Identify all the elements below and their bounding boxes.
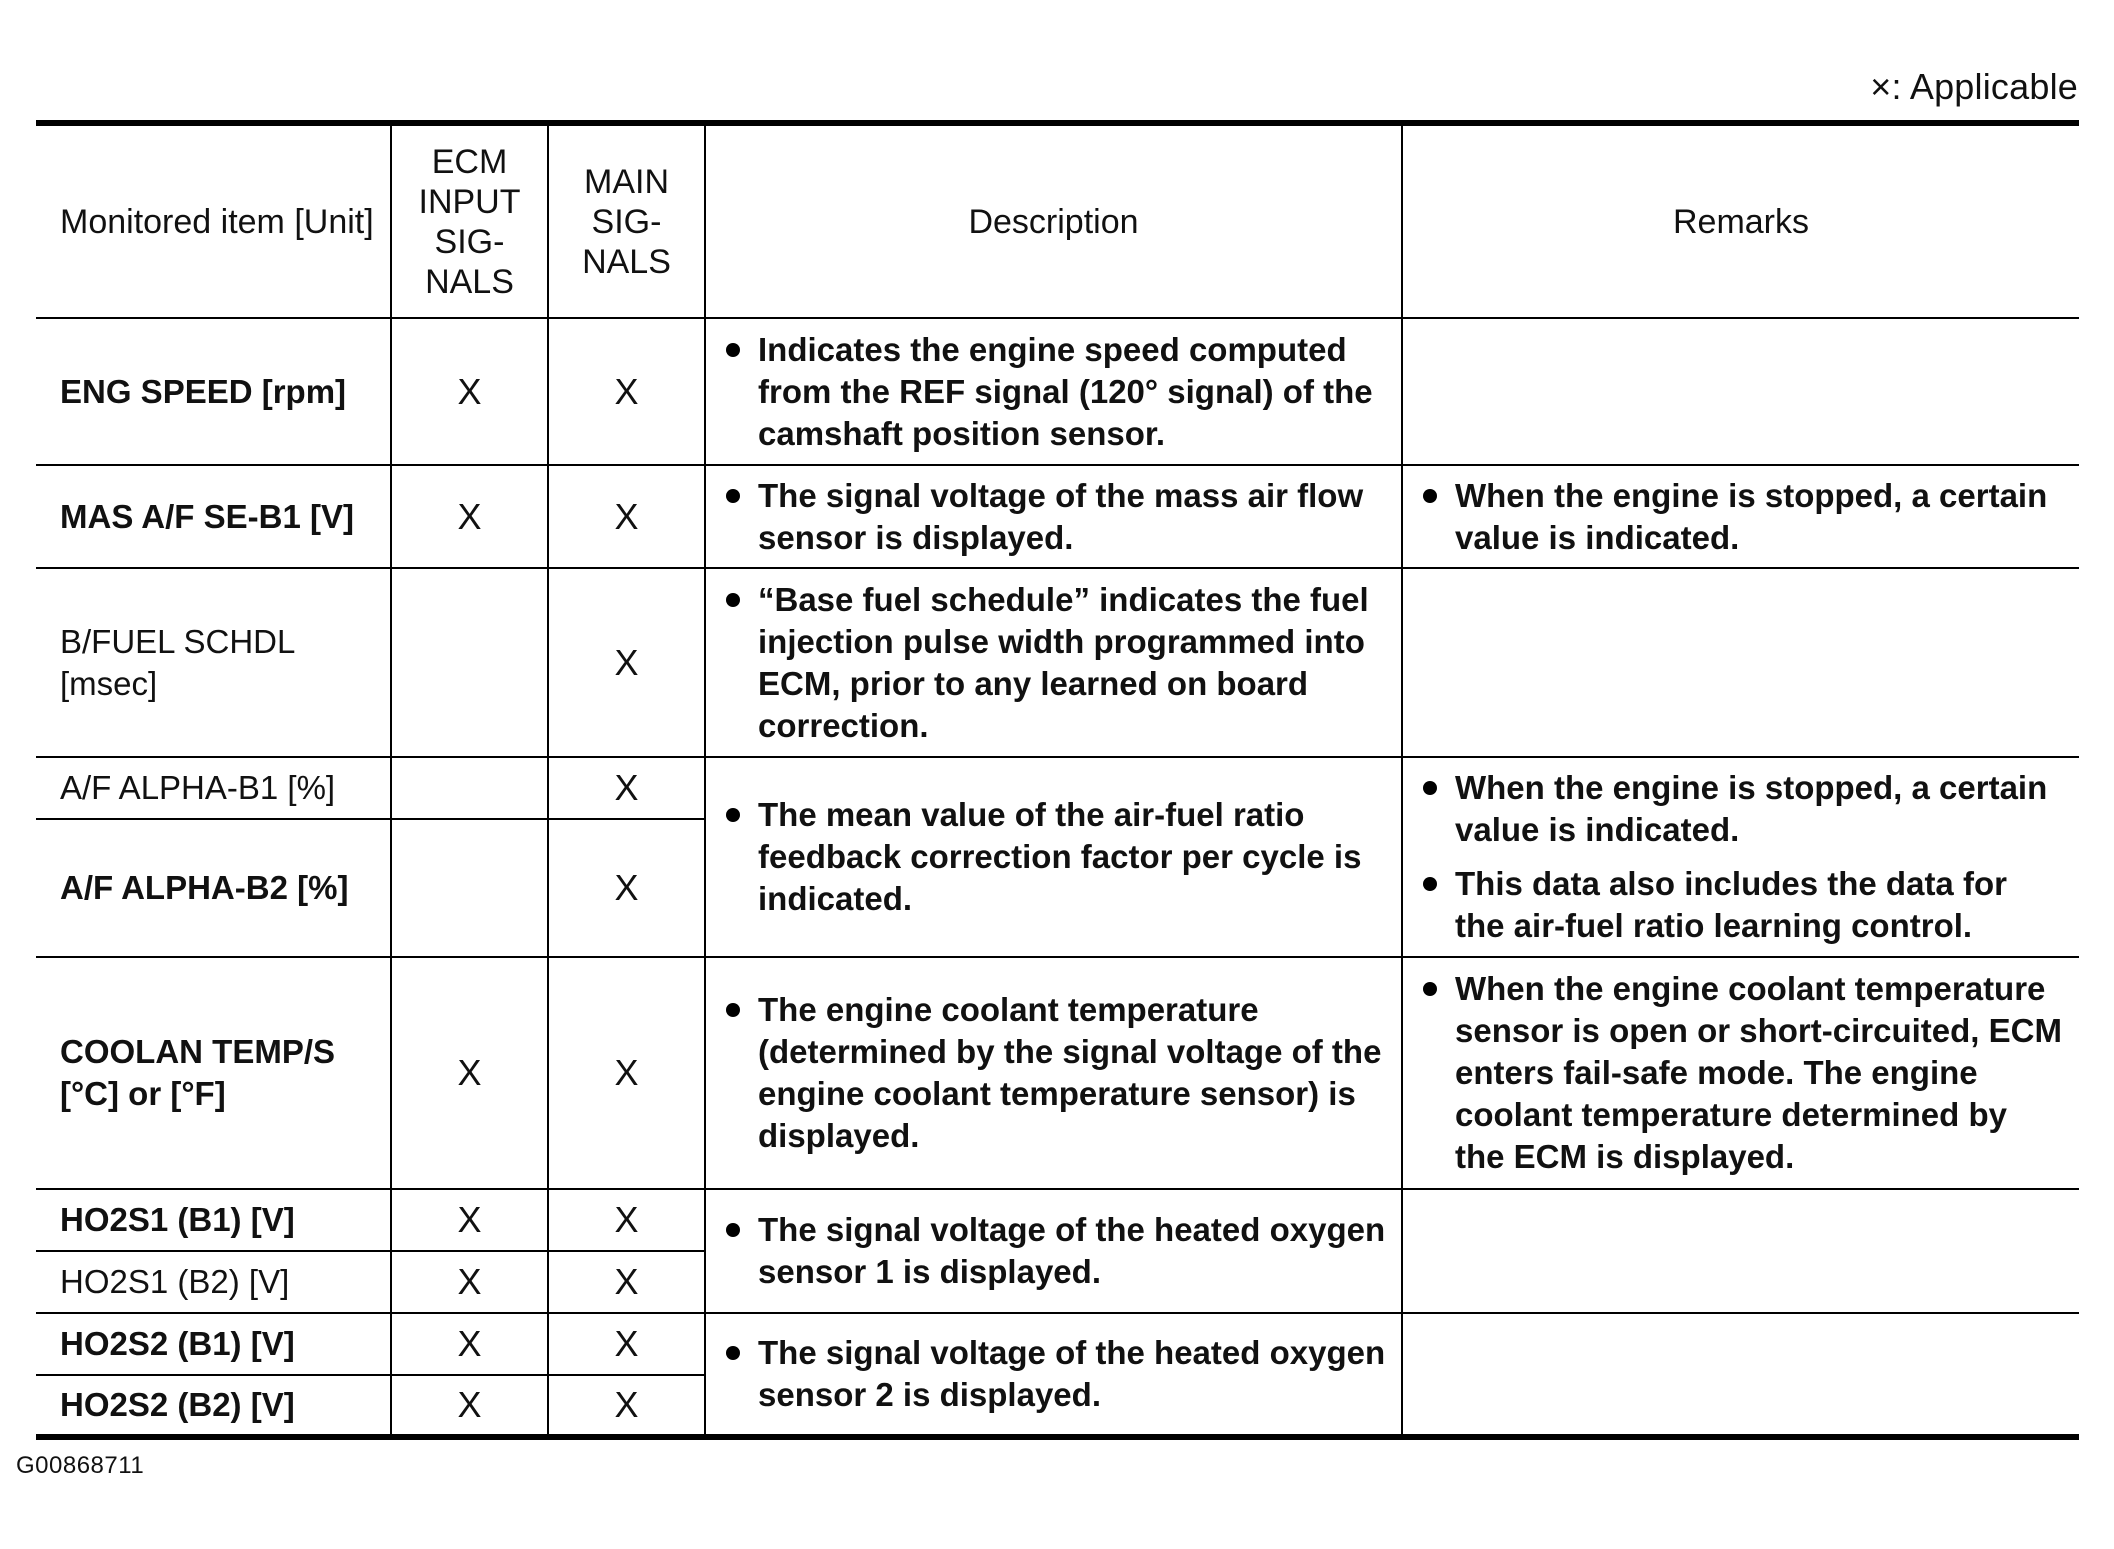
description-cell bbox=[705, 568, 1402, 757]
description-cell bbox=[705, 465, 1402, 568]
description-cell bbox=[705, 1189, 1402, 1313]
description-cell bbox=[705, 957, 1402, 1189]
main-signal-mark: X bbox=[548, 1313, 705, 1375]
ecm-input-mark: X bbox=[391, 957, 548, 1189]
remark-text: This data also includes the data for the air-fuel ratio learning control. bbox=[1455, 865, 2007, 944]
monitored-item: ENG SPEED [rpm] bbox=[36, 318, 391, 465]
description-text: The mean value of the air-fuel ratio feedback correction factor per cycle is indicated. bbox=[758, 796, 1362, 917]
description-text: “Base fuel schedule” indicates the fuel injection pulse width programmed into ECM, prior to any learned on board correction. bbox=[758, 580, 1369, 744]
remark-text: When the engine coolant temperature sensor is open or short-circuited, ECM enters fail-safe mode. The engine coolant temperature determined by the ECM is displayed. bbox=[1455, 970, 2062, 1175]
remark-text: When the engine is stopped, a certain value is indicated. bbox=[1455, 769, 2048, 848]
main-signal-mark: X bbox=[548, 1189, 705, 1251]
bullet-icon bbox=[726, 1003, 740, 1017]
bullet-icon bbox=[726, 593, 740, 607]
header-monitored-item: Monitored item [Unit] bbox=[36, 123, 391, 318]
description-text: The engine coolant temperature (determined by the signal voltage of the engine coolant temperature sensor) is displayed. bbox=[758, 991, 1382, 1154]
main-signal-mark: X bbox=[548, 465, 705, 568]
figure-id: G00868711 bbox=[16, 1452, 145, 1479]
bullet-icon bbox=[726, 489, 740, 503]
main-signal-mark: X bbox=[548, 568, 705, 757]
description-text: Indicates the engine speed computed from the REF signal (120° signal) of the camshaft position sensor. bbox=[758, 330, 1373, 452]
remarks-cell bbox=[1402, 465, 2079, 568]
table-row bbox=[36, 465, 2079, 568]
ecm-input-mark: X bbox=[391, 1189, 548, 1251]
table-row bbox=[36, 1189, 2079, 1251]
header-ecm-input-signals: ECM INPUT SIG- NALS bbox=[391, 123, 548, 318]
description-cell bbox=[705, 1313, 1402, 1437]
ecm-input-mark bbox=[391, 819, 548, 957]
table-row bbox=[36, 568, 2079, 757]
bullet-icon bbox=[1423, 982, 1437, 996]
bullet-icon bbox=[1423, 489, 1437, 503]
remarks-cell bbox=[1402, 568, 2079, 757]
main-signal-mark: X bbox=[548, 1251, 705, 1313]
ecm-input-mark: X bbox=[391, 318, 548, 465]
remark-text: When the engine is stopped, a certain value is indicated. bbox=[1455, 476, 2048, 556]
bullet-icon bbox=[726, 343, 740, 357]
bullet-icon bbox=[726, 1223, 740, 1237]
description-cell bbox=[705, 318, 1402, 465]
main-signal-mark: X bbox=[548, 819, 705, 957]
monitored-item: HO2S2 (B1) [V] bbox=[36, 1313, 391, 1375]
header-row bbox=[36, 123, 2079, 318]
monitored-item: HO2S1 (B2) [V] bbox=[36, 1251, 391, 1313]
description-text: The signal voltage of the mass air flow sensor is displayed. bbox=[758, 476, 1364, 556]
monitored-item: MAS A/F SE-B1 [V] bbox=[36, 465, 391, 568]
ecm-input-mark: X bbox=[391, 465, 548, 568]
table-row bbox=[36, 1313, 2079, 1375]
ecm-input-mark bbox=[391, 757, 548, 819]
header-main-signals: MAIN SIG- NALS bbox=[548, 123, 705, 318]
bullet-icon bbox=[726, 808, 740, 822]
bullet-icon bbox=[1423, 781, 1437, 795]
monitored-item: A/F ALPHA-B2 [%] bbox=[36, 819, 391, 957]
header-description: Description bbox=[705, 123, 1402, 318]
monitored-item: A/F ALPHA-B1 [%] bbox=[36, 757, 391, 819]
monitored-item: HO2S2 (B2) [V] bbox=[36, 1375, 391, 1437]
bullet-icon bbox=[1423, 877, 1437, 891]
monitored-item: COOLAN TEMP/S [°C] or [°F] bbox=[36, 957, 391, 1189]
monitored-item: B/FUEL SCHDL [msec] bbox=[36, 568, 391, 757]
description-text: The signal voltage of the heated oxygen sensor 2 is displayed. bbox=[758, 1334, 1386, 1413]
remarks-cell bbox=[1402, 957, 2079, 1189]
description-text: The signal voltage of the heated oxygen sensor 1 is displayed. bbox=[758, 1211, 1386, 1290]
remarks-cell bbox=[1402, 1189, 2079, 1313]
remarks-cell bbox=[1402, 318, 2079, 465]
header-remarks: Remarks bbox=[1402, 123, 2079, 318]
table-row bbox=[36, 957, 2079, 1189]
ecm-input-mark: X bbox=[391, 1251, 548, 1313]
main-signal-mark: X bbox=[548, 318, 705, 465]
main-signal-mark: X bbox=[548, 957, 705, 1189]
ecm-input-mark bbox=[391, 568, 548, 757]
table-row bbox=[36, 757, 2079, 819]
main-signal-mark: X bbox=[548, 757, 705, 819]
legend-applicable: ×: Applicable bbox=[1870, 66, 2078, 107]
ecm-input-mark: X bbox=[391, 1313, 548, 1375]
remarks-cell bbox=[1402, 757, 2079, 957]
description-cell bbox=[705, 757, 1402, 957]
bullet-icon bbox=[726, 1346, 740, 1360]
remarks-cell bbox=[1402, 1313, 2079, 1437]
monitored-item: HO2S1 (B1) [V] bbox=[36, 1189, 391, 1251]
ecm-input-mark: X bbox=[391, 1375, 548, 1437]
main-signal-mark: X bbox=[548, 1375, 705, 1437]
monitor-items-table bbox=[36, 120, 2079, 1440]
table-row bbox=[36, 318, 2079, 465]
